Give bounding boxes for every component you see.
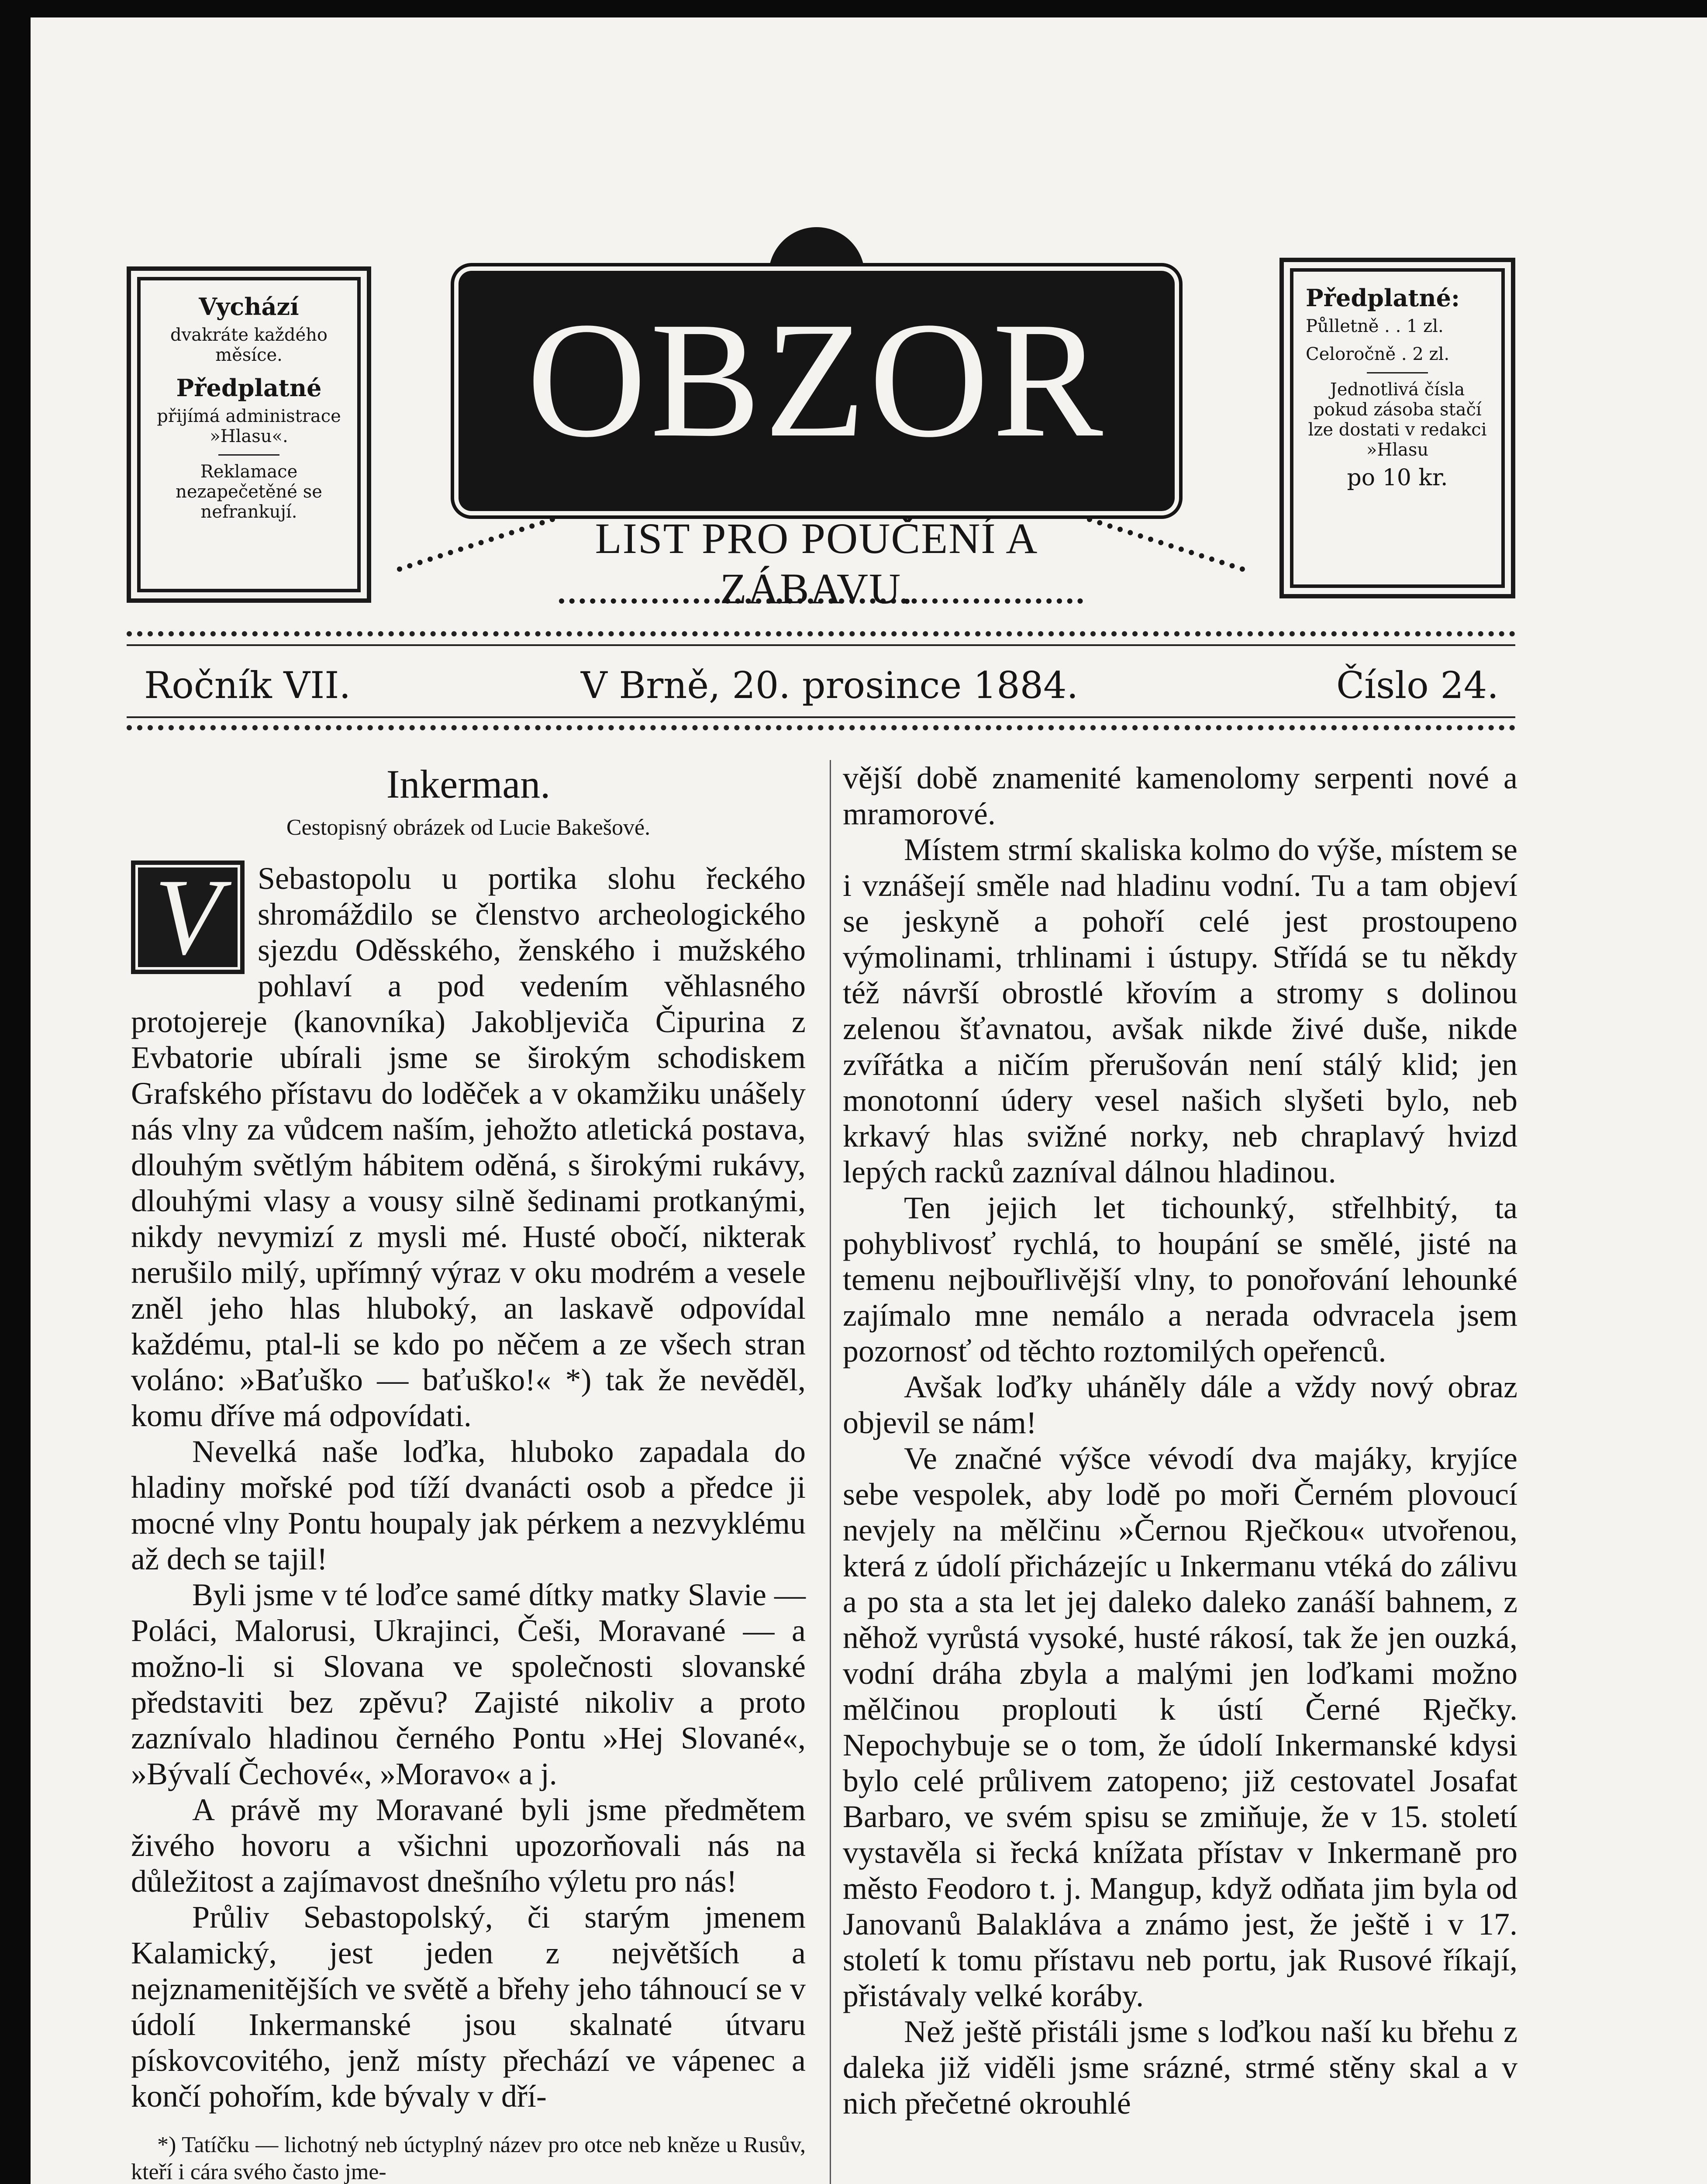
article-paragraph: vější době znamenité kamenolomy serpenti nové a mramorové. — [843, 760, 1517, 831]
masthead-plate — [459, 271, 1175, 511]
article-paragraph: A právě my Moravané byli jsme předmětem živého hovoru a všichni upozorňovali nás na důležitost a zajímavost dnešního výletu pro nás! — [131, 1792, 806, 1899]
right-box-half-year: Půlletně . . 1 zl. — [1306, 316, 1444, 336]
left-box-divider — [218, 454, 279, 456]
bottom-rule — [127, 716, 1515, 718]
left-box-heading: Vychází — [199, 293, 299, 321]
article-paragraph: Byli jsme v té loďce samé dítky matky Slavie — Poláci, Malorusi, Ukrajinci, Češi, Moravané — a možno-li si Slovana ve společnosti slovanské představiti bez zpěvu? Zajisté nikoliv a proto zaznívalo hladinou černého Pontu »Hej Slované«, »Bývalí Čechové«, »Moravo« a j. — [131, 1577, 806, 1791]
article-paragraph: Místem strmí skaliska kolmo do výše, místem se i vznášejí směle nad hladinu vodní. Tu a tam objeví se jeskyně a pohoří celé jest prostoupeno výmolinami, trhlinami i ústupy. Střídá se tu někdy též návrší obrostlé křovím a stromy s dolinou zelenou šťavnatou, avšak nikde živé duše, nikde zvířátka a ničím přerušován není stálý klid; jen monotonní údery vesel našich slyšeti bylo, neb krkavý hlas svižné norky, neb chraplavý hvizd lepých racků zazníval dálnou hladinou. — [843, 832, 1517, 1189]
paragraph-text: Sebastopolu u portika slohu řeckého shromáždilo se členstvo archeologického sjezdu Oděsského, ženského i mužského pohlaví a pod vedením věhlasného protojereje (kanovníka) Jakobljeviča Čipurina z Evbatorie ubírali jsme se širokým schodiskem Grafského přístavu do loděček a v okamžiku unášely nás vlny za vůdcem naším, jehožto atletická postava, dlouhým světlým hábitem oděná, s širokými rukávy, dlouhými vlasy a vousy silně šedinami protkanými, nikdy nevymizí z mysli mé. Husté obočí, nikterak nerušilo milý, upřímný výraz v oku modrém a vesele zněl jeho hlas hluboký, an laskavě odpovídal každému, ptal-li se kdo po něčem a ze všech stran voláno: »Baťuško — baťuško!« *) tak že nevěděl, komu dříve má odpovídati. — [131, 861, 806, 1433]
volume-label: Ročník VII. — [144, 664, 351, 707]
decorated-initial: V — [131, 860, 245, 974]
left-column — [131, 760, 806, 2184]
bottom-dotted-rule — [127, 725, 1515, 730]
left-box-line2: přijímá administrace »Hlasu«. — [157, 406, 341, 446]
footnote: *) Tatíčku — lichotný neb úctyplný název pro otce neb kněze u Rusův, kteří i cára svého často jme- — [131, 2132, 806, 2184]
right-box-divider — [1367, 372, 1428, 373]
left-info-box — [127, 266, 371, 603]
article-paragraph: Nevelká naše loďka, hluboko zapadala do hladiny mořské pod tíží dvanácti osob a předce ji mocné vlny Pontu houpaly jak pérkem a nezvyklému až dech se tajil! — [131, 1434, 806, 1576]
article-byline: Cestopisný obrázek od Lucie Bakešové. — [286, 815, 651, 840]
right-info-box — [1279, 258, 1515, 598]
right-box-heading: Předplatné: — [1306, 284, 1460, 312]
article-paragraph: Než ještě přistáli jsme s loďkou naší ku břehu z daleka již viděli jsme srázné, strmé stěny skal a v nich přečetné okrouhlé — [843, 2014, 1517, 2121]
left-box-heading2: Předplatné — [176, 374, 322, 402]
right-box-note: Jednotlivá čísla pokud zásoba stačí lze dostati v redakci »Hlasu — [1308, 380, 1487, 460]
masthead-title: OBZOR — [527, 288, 1107, 472]
left-box-line3: Reklamace nezapečetěné se nefrankují. — [176, 462, 322, 522]
issue-number: Číslo 24. — [1336, 664, 1499, 707]
right-box-price: po 10 kr. — [1347, 465, 1448, 491]
article-paragraph: Průliv Sebastopolský, či starým jmenem Kalamický, jest jeden z největších a nejznamenitějších ve světě a břehy jeho táhnoucí se v údolí Inkermanské jsou skalnaté útvaru pískovcovitého, jenž místy přechází ve vápenec a končí pohořím, kde bývaly v dří- — [131, 1900, 806, 2114]
top-dotted-rule — [127, 631, 1515, 636]
column-divider — [830, 760, 831, 2184]
article-title: Inkerman. — [386, 762, 551, 806]
article-paragraph: Ve značné výšce vévodí dva majáky, kryjíce sebe vespolek, aby lodě po moři Černém plovoucí nevjely na mělčinu »Černou Rječkou« utvořenou, která z údolí přicházejíc u Inkermanu vtéká do zálivu a po sta a sta let jej daleko daleko zanáší bahnem, z něhož vyrůstá vysoké, husté rákosí, tak že jen ouzká, vodní dráha zbyla a malými jen loďkami možno mělčinou proplouti k ústí Černé Rječky. Nepochybuje se o tom, že údolí Inkermanské kdysi bylo celé průlivem zatopeno; již cestovatel Josafat Barbaro, ve svém spisu se zmiňuje, že v 15. století vystavěla si řecká knížata přístav v Inkermaně pro město Feodoro t. j. Mangup, když odňata jim byla od Janovanů Balakláva a známo jest, že ještě i v 17. století k tomu přístavu neb portu, jak Rusové říkají, přistávaly velké koráby. — [843, 1441, 1517, 2013]
article-paragraph — [131, 857, 806, 1434]
place-date: V Brně, 20. prosince 1884. — [581, 664, 1079, 707]
article-paragraph: Ten jejich let tichounký, střelhbitý, ta pohyblivosť rychlá, to houpání se smělé, jisté na temenu nejbouřlivější vlny, to ponořování lehounké zajímalo mne nemálo a nerada odvracela jsem pozornosť od těchto roztomilých opeřenců. — [843, 1190, 1517, 1368]
masthead-subtitle: LIST PRO POUČENÍ A ZÁBAVU. — [595, 514, 1038, 613]
left-box-line1: dvakráte každého měsíce. — [170, 325, 328, 365]
right-box-full-year: Celoročně . 2 zl. — [1306, 344, 1450, 364]
article-paragraph: Avšak loďky uháněly dále a vždy nový obraz objevil se nám! — [843, 1369, 1517, 1440]
top-rule — [127, 644, 1515, 646]
right-column — [843, 760, 1517, 2121]
